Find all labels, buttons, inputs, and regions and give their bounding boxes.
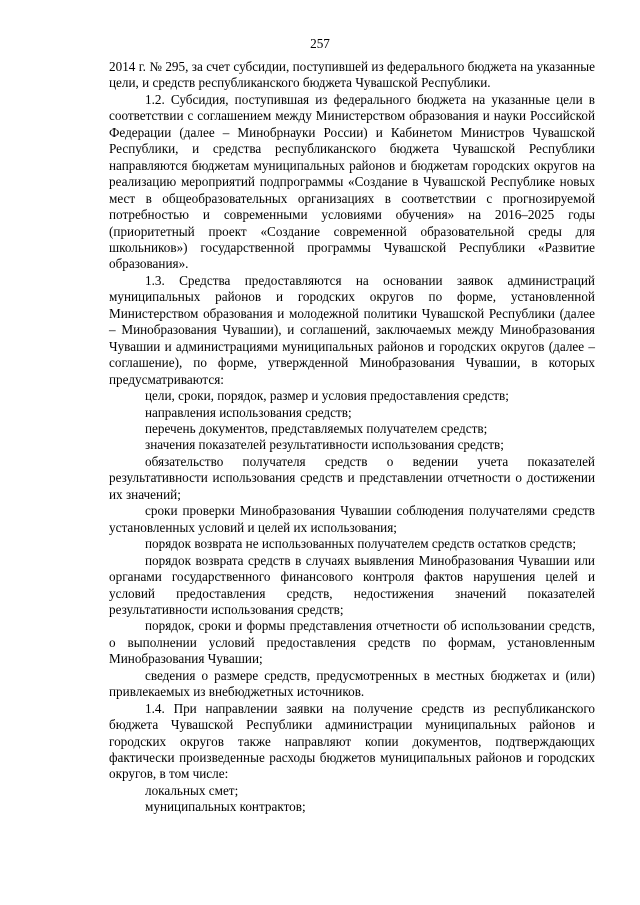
list-item: перечень документов, представляемых получателем средств; [145, 420, 488, 436]
paragraph-1-4: 1.4. При направлении заявки на получение средств из республиканского бюджета Чувашской Республики администрации муниципальных районов и городских округов также направляют копии документов, подтверждающих фактически произведенные расходы бюджетов муниципальных районов и городских округов, в том числе: [109, 700, 595, 782]
list-item: обязательство получателя средств о ведении учета показателей результативности использования средств и представлении отчетности о достижении их значений; [109, 453, 595, 502]
list-item: порядок, сроки и формы представления отчетности об использовании средств, о выполнении условий предоставления средств по формам, установленным Минобразования Чувашии; [109, 618, 595, 667]
list-item: порядок возврата не использованных получателем средств остатков средств; [145, 536, 576, 552]
list-item: направления использования средств; [145, 404, 352, 420]
paragraph-1-3: 1.3. Средства предоставляются на основании заявок администраций муниципальных районов и городских округов по форме, установленной Министерством образования и молодежной политики Чувашской Республики (далее – Минобразования Чувашии), и соглашений, заключаемых между Минобразования Чувашии и администрациями муниципальных районов и городских округов (далее – соглашение), по форме, утвержденной Минобразования Чувашии, в которых предусматриваются: [109, 272, 595, 387]
list-item: локальных смет; [145, 782, 239, 798]
list-item: значения показателей результативности использования средств; [145, 437, 504, 453]
list-item: муниципальных контрактов; [145, 799, 306, 815]
paragraph-1-1-continuation: 2014 г. № 295, за счет субсидии, поступившей из федерального бюджета на указанные цели, и средств республиканского бюджета Чувашской Республики. [109, 59, 595, 91]
paragraph-1-2: 1.2. Субсидия, поступившая из федерального бюджета на указанные цели в соответствии с соглашением между Министерством образования и науки Российской Федерации (далее – Минобрнауки России) и Кабинетом Министров Чувашской Республики, и средства республиканского бюджета Чувашской Республики направляются бюджетам муниципальных районов и бюджетам городских округов на реализацию мероприятий подпрограммы «Создание в Чувашской Республике новых мест в общеобразовательных организациях в соответствии с прогнозируемой потребностью и современными условиями обучения» на 2016–2025 годы (приоритетный проект «Создание современной образовательной среды для школьников») государственной программы Чувашской Республики «Развитие образования». [109, 91, 595, 272]
list-item: сроки проверки Минобразования Чувашии соблюдения получателями средств установленных условий и целей их использования; [109, 503, 595, 535]
list-item: сведения о размере средств, предусмотренных в местных бюджетах и (или) привлекаемых из внебюджетных источников. [109, 667, 595, 700]
list-item: цели, сроки, порядок, размер и условия предоставления средств; [145, 388, 509, 404]
list-item: порядок возврата средств в случаях выявления Минобразования Чувашии или органами государственного финансового контроля фактов нарушения целей и условий предоставления средств, недостижения значений показателей результативности использования средств; [109, 552, 595, 617]
document-body [109, 59, 595, 816]
page-number: 257 [310, 36, 330, 51]
